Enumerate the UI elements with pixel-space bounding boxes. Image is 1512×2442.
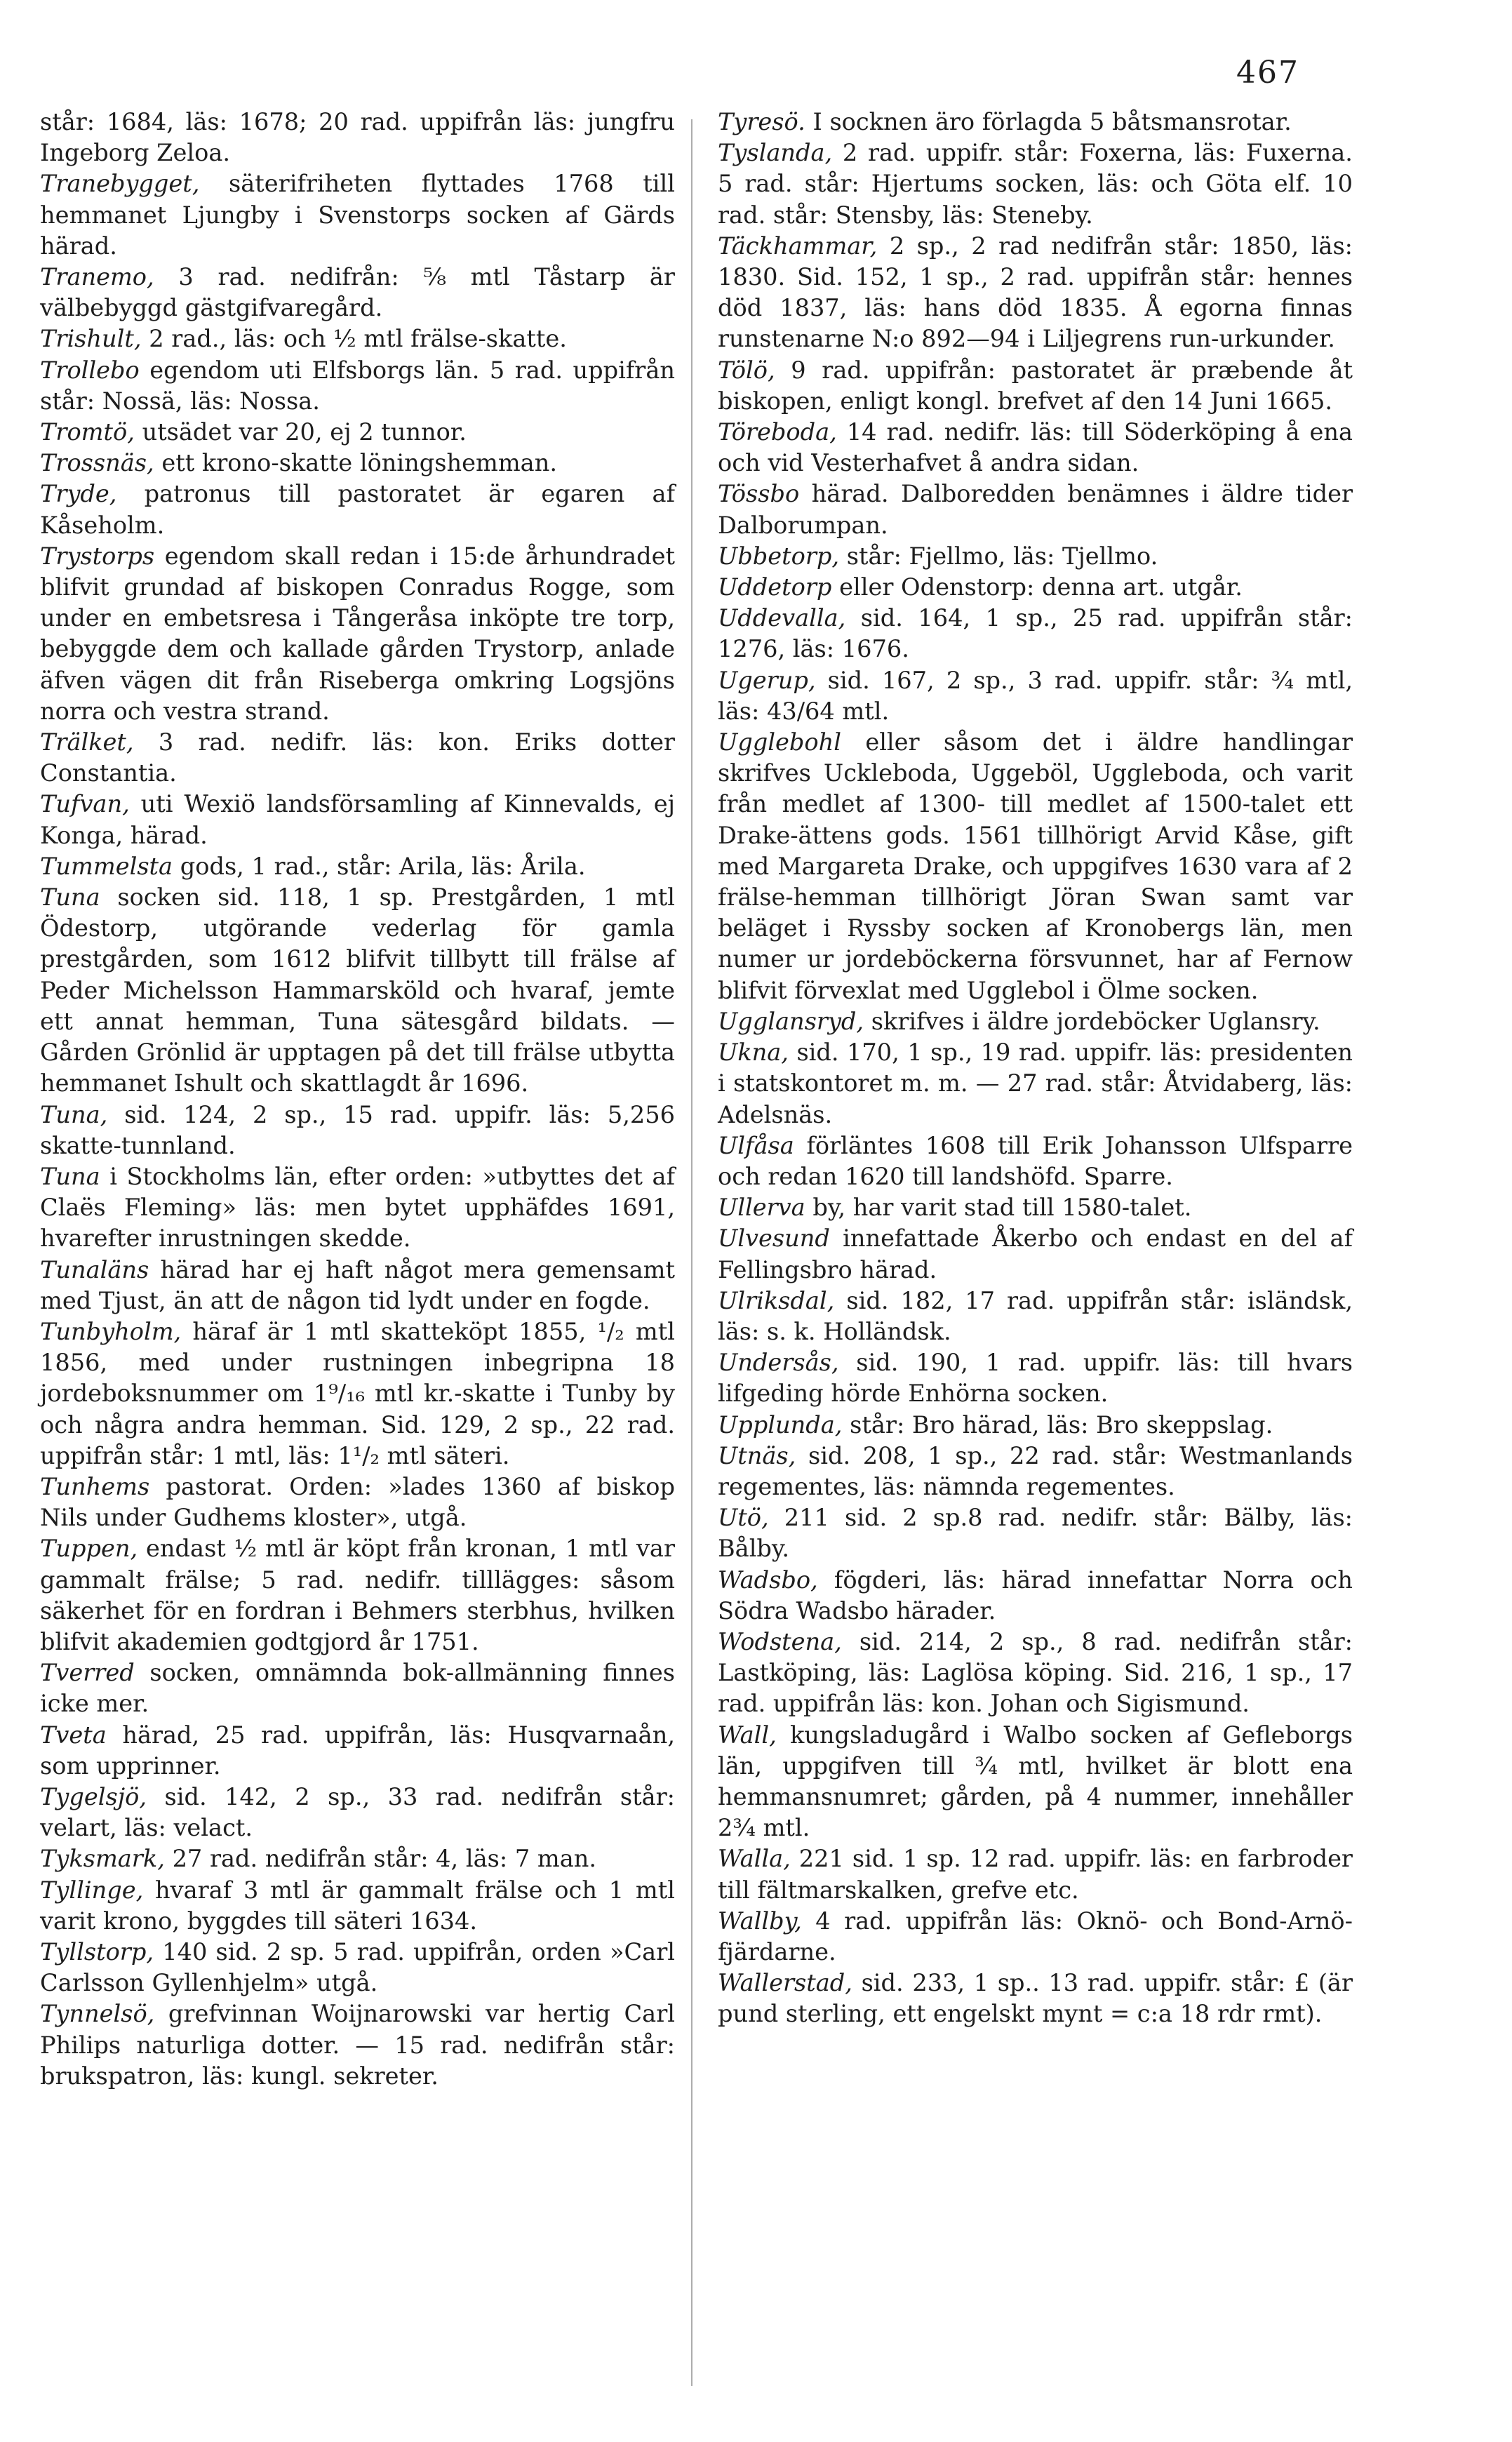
index-entry	[718, 1502, 1353, 1564]
index-entry	[40, 1161, 675, 1255]
entry-term: Wodstena,	[718, 1627, 842, 1655]
entry-term: Tyslanda,	[718, 139, 833, 167]
index-entry	[40, 851, 675, 882]
entry-term: Tössbo	[718, 480, 800, 508]
index-entry	[718, 665, 1353, 727]
entry-term: Undersås,	[718, 1349, 839, 1377]
entry-text: gods, 1 rad., står: Arila, läs: Årila.	[173, 852, 586, 880]
entry-term: Ulfåsa	[718, 1131, 794, 1159]
entry-term: Tyllinge,	[40, 1876, 144, 1904]
index-entry	[718, 1286, 1353, 1347]
entry-text: sid. 167, 2 sp., 3 rad. uppifr. står: ³⁄₄ mtl, läs: 43/64 mtl.	[718, 666, 1353, 725]
entry-text: eller såsom det i äldre handlingar skrifves Uckleboda, Uggeböl, Uggleboda, och varit från medlet af 1300- till medlet af 1500-talet ett Drake-ättens gods. 1561 tillhörigt Arvid Kåse, gift med Margareta Drake, och uppgifves 1630 vara af 2 frälse-hemman tillhörigt Jöran Swan samt var beläget i Ryssby socken af Kronobergs län, men numer ur jordeböckerna försvunnet, har af Fernow blifvit förvexlat med Ugglebol i Ölme socken.	[718, 728, 1353, 1004]
entry-text: står: Fjellmo, läs: Tjellmo.	[839, 542, 1158, 570]
entry-term: Ubbetorp,	[718, 542, 840, 570]
index-entry	[40, 789, 675, 850]
entry-text: 27 rad. nedifrån står: 4, läs: 7 man.	[164, 1845, 597, 1873]
entry-term: Tufvan,	[40, 790, 130, 818]
entry-text: innefattade Åkerbo och endast en del af Fellingsbro härad.	[718, 1225, 1353, 1283]
index-entry	[40, 882, 675, 1099]
entry-term: Utnäs,	[718, 1441, 796, 1469]
entry-text: grefvinnan Woijnarowski var hertig Carl Philips naturliga dotter. — 15 rad. nedifrån står: brukspatron, läs: kungl. sekreter.	[40, 2000, 675, 2090]
entry-term: Upplunda,	[718, 1410, 843, 1439]
entry-term: Wallby,	[718, 1907, 802, 1935]
entry-term: Wall,	[718, 1721, 777, 1749]
entry-text: hvaraf 3 mtl är gammalt frälse och 1 mtl varit krono, byggdes till säteri 1634.	[40, 1876, 675, 1935]
index-entry	[40, 417, 675, 448]
entry-text: förläntes 1608 till Erik Johansson Ulfsparre och redan 1620 till landshöfd. Sparre.	[718, 1131, 1353, 1190]
index-entry	[718, 1006, 1353, 1037]
index-entry	[718, 1441, 1353, 1502]
index-entry	[40, 541, 675, 727]
index-entry	[718, 1347, 1353, 1409]
index-entry	[40, 1843, 675, 1874]
entry-text: står: Bro härad, läs: Bro skeppslag.	[842, 1410, 1273, 1439]
entry-text: härad, 25 rad. uppifrån, läs: Husqvarnaån, som upprinner.	[40, 1721, 675, 1780]
entry-text: sid. 208, 1 sp., 22 rad. står: Westmanlands regementes, läs: nämnda regementes.	[718, 1441, 1353, 1500]
entry-text: sid. 182, 17 rad. uppifrån står: isländsk, läs: s. k. Holländsk.	[718, 1286, 1353, 1345]
entry-term: Trystorps	[40, 542, 155, 570]
index-entry	[718, 572, 1353, 603]
entry-term: Tynnelsö,	[40, 2000, 155, 2028]
entry-text: ett krono-skatte löningshemman.	[154, 449, 557, 477]
entry-term: Tyksmark,	[40, 1845, 165, 1873]
index-entry	[40, 1255, 675, 1316]
entry-text: härad har ej haft något mera gemensamt med Tjust, än att de någon tid lydt under en fogde.	[40, 1255, 675, 1314]
index-entry	[40, 1937, 675, 1999]
entry-text: sid. 142, 2 sp., 33 rad. nedifrån står: velart, läs: velact.	[40, 1782, 675, 1842]
entry-text: 221 sid. 1 sp. 12 rad. uppifr. läs: en farbroder till fältmarskalken, grefve etc.	[718, 1845, 1353, 1904]
entry-term: Tunhems	[40, 1472, 150, 1500]
index-entry	[40, 1999, 675, 2092]
index-entry	[718, 1037, 1353, 1130]
entry-term: Tranebygget,	[40, 170, 200, 198]
index-entry	[718, 479, 1353, 540]
entry-term: Uddevalla,	[718, 604, 846, 632]
entry-text: sid. 164, 1 sp., 25 rad. uppifrån står: 1276, läs: 1676.	[718, 604, 1353, 663]
entry-text: 2 rad. uppifr. står: Foxerna, läs: Fuxerna. 5 rad. står: Hjertums socken, läs: och Göta elf. 10 rad. står: Stensby, läs: Steneby.	[718, 139, 1353, 229]
column-divider	[691, 119, 693, 2386]
entry-term: Ugerup,	[718, 666, 816, 694]
entry-term: Tranemo,	[40, 263, 154, 291]
entry-text: by, har varit stad till 1580-talet.	[805, 1194, 1192, 1222]
entry-text: eller Odenstorp: denna art. utgår.	[831, 573, 1243, 601]
index-entry	[718, 1192, 1353, 1223]
index-entry	[40, 1657, 675, 1719]
entry-text: fögderi, läs: härad innefattar Norra och Södra Wadsbo härader.	[718, 1566, 1353, 1624]
index-entry	[40, 479, 675, 540]
entry-term: Täckhammar,	[718, 232, 878, 260]
entry-term: Walla,	[718, 1845, 791, 1873]
entry-term: Tölö,	[718, 356, 775, 384]
index-entry	[40, 262, 675, 323]
entry-text: sid. 170, 1 sp., 19 rad. uppifr. läs: presidenten i statskontoret m. m. — 27 rad. står: Åtvidaberg, läs: Adelsnäs.	[718, 1039, 1353, 1128]
index-entry	[718, 1968, 1353, 2029]
index-entry	[40, 448, 675, 479]
entry-text: sid. 124, 2 sp., 15 rad. uppifr. läs: 5,256 skatte-tunnland.	[40, 1100, 675, 1159]
entry-term: Wallerstad,	[718, 1969, 852, 1997]
entry-text: häraf är 1 mtl skatteköpt 1855, ¹/₂ mtl 1856, med under rustningen inbegripna 18 jordeboksnummer om 1⁹/₁₆ mtl kr.-skatte i Tunby by och några andra hemman. Sid. 129, 2 sp., 22 rad. uppifrån står: 1 mtl, läs: 1¹/₂ mtl säteri.	[40, 1317, 675, 1469]
index-entry	[718, 107, 1353, 138]
entry-text: socken, omnämnda bok-allmänning finnes icke mer.	[40, 1659, 675, 1718]
index-entry	[718, 1223, 1353, 1285]
index-entry	[40, 727, 675, 789]
entry-text: socken sid. 118, 1 sp. Prestgården, 1 mtl Ödestorp, utgörande vederlag för gamla prestgården, som 1612 blifvit tillbytt till frälse af Peder Michelsson Hammarsköld och hvaraf, jemte ett annat hemman, Tuna sätesgård bildats. — Gården Grönlid är upptagen på det till frälse utbytta hemmanet Ishult och skattlagdt år 1696.	[40, 883, 675, 1097]
column-right	[718, 107, 1353, 2030]
entry-term: Tyresö.	[718, 108, 805, 135]
entry-term: Tverred	[40, 1659, 135, 1687]
entry-text: 4 rad. uppifrån läs: Oknö- och Bond-Arnö-fjärdarne.	[718, 1907, 1353, 1966]
entry-term: Ugglebohl	[718, 728, 841, 756]
index-entry	[718, 1627, 1353, 1720]
index-entry	[718, 355, 1353, 417]
entry-term: Tuna,	[40, 1100, 108, 1128]
entry-term: Tuna	[40, 1162, 100, 1190]
entry-text: endast ¹⁄₂ mtl är köpt från kronan, 1 mtl var gammalt frälse; 5 rad. nedifr. tilllägges: såsom säkerhet för en fordran i Behmers sterbhus, hvilken blifvit akademien godtgjord år 1751.	[40, 1535, 675, 1655]
entry-term: Ukna,	[718, 1039, 789, 1067]
entry-term: Tuppen,	[40, 1535, 138, 1563]
index-entry	[718, 417, 1353, 479]
index-entry	[718, 727, 1353, 1006]
entry-text: 3 rad. nedifr. läs: kon. Eriks dotter Constantia.	[40, 728, 675, 787]
entry-text: patronus till pastoratet är egaren af Kåseholm.	[40, 480, 675, 539]
index-entry	[718, 1843, 1353, 1905]
entry-term: Trishult,	[40, 325, 142, 353]
column-left	[40, 107, 675, 2092]
index-entry	[718, 1130, 1353, 1192]
index-entry	[40, 323, 675, 354]
index-entry	[718, 1906, 1353, 1968]
index-entry	[718, 541, 1353, 572]
index-entry	[718, 1565, 1353, 1627]
entry-text: säterifriheten flyttades 1768 till hemmanet Ljungby i Svenstorps socken af Gärds härad.	[40, 170, 675, 260]
entry-text: står: 1684, läs: 1678; 20 rad. uppifrån läs: jungfru Ingeborg Zeloa.	[40, 108, 675, 167]
index-entry	[718, 138, 1353, 231]
entry-text: i Stockholms län, efter orden: »utbyttes det af Claës Fleming» läs: men bytet upphäfdes 1691, hvarefter inrustningen skedde.	[40, 1162, 675, 1253]
index-entry	[40, 1472, 675, 1533]
entry-text: 14 rad. nedifr. läs: till Söderköping å ena och vid Vesterhafvet å andra sidan.	[718, 418, 1353, 477]
entry-term: Ullerva	[718, 1194, 805, 1222]
entry-term: Ulriksdal,	[718, 1286, 835, 1314]
entry-text: egendom skall redan i 15:de århundradet blifvit grundad af biskopen Conradus Rogge, som under en embetsresa i Tångeråsa inköpte tre torp, bebyggde dem och kallade gården Trystorp, anlade äfven vägen dit från Riseberga omkring Logsjöns norra och vestra strand.	[40, 542, 675, 725]
entry-text: sid. 214, 2 sp., 8 rad. nedifrån står: Lastköping, läs: Laglösa köping. Sid. 216, 1 sp., 17 rad. uppifrån läs: kon. Johan och Sigismund.	[718, 1627, 1353, 1718]
entry-text: kungsladugård i Walbo socken af Gefleborgs län, uppgifven till ³⁄₄ mtl, hvilket är blott ena hemmansnumret; gården, på 4 nummer, innehåller 2³⁄₄ mtl.	[718, 1721, 1353, 1842]
index-entry	[40, 168, 675, 262]
entry-text: härad. Dalboredden benämnes i äldre tider Dalborumpan.	[718, 480, 1353, 539]
index-entry	[40, 107, 675, 168]
entry-text: sid. 190, 1 rad. uppifr. läs: till hvars lifgeding hörde Enhörna socken.	[718, 1349, 1353, 1408]
entry-text: sid. 233, 1 sp.. 13 rad. uppifr. står: £ (är pund sterling, ett engelskt mynt = c:a 18 rdr rmt).	[718, 1969, 1353, 2028]
index-entry	[40, 1720, 675, 1782]
entry-text: pastorat. Orden: »lades 1360 af biskop Nils under Gudhems kloster», utgå.	[40, 1472, 675, 1532]
entry-term: Tummelsta	[40, 852, 173, 880]
index-entry	[40, 1533, 675, 1657]
entry-text: 2 sp., 2 rad nedifrån står: 1850, läs: 1830. Sid. 152, 1 sp., 2 rad. uppifrån står: hennes död 1837, läs: hans död 1835. Å egorna finnas runstenarne N:o 892—94 i Liljegrens run-urkunder.	[718, 232, 1353, 353]
index-entry	[718, 1410, 1353, 1441]
entry-term: Tromtö,	[40, 418, 135, 446]
entry-text: I socknen äro förlagda 5 båtsmansrotar.	[805, 108, 1292, 135]
entry-text: skrifves i äldre jordeböcker Uglansry.	[864, 1007, 1320, 1035]
entry-text: 140 sid. 2 sp. 5 rad. uppifrån, orden »Carl Carlsson Gyllenhjelm» utgå.	[40, 1937, 675, 1997]
entry-term: Tunaläns	[40, 1255, 149, 1283]
entry-term: Tuna	[40, 883, 100, 912]
entry-term: Trälket,	[40, 728, 134, 756]
index-entry	[40, 1782, 675, 1843]
entry-term: Tryde,	[40, 480, 117, 508]
entry-term: Ugglansryd,	[718, 1007, 864, 1035]
entry-text: egendom uti Elfsborgs län. 5 rad. uppifrån står: Nossä, läs: Nossa.	[40, 356, 675, 415]
entry-term: Tunbyholm,	[40, 1317, 182, 1345]
entry-term: Trossnäs,	[40, 449, 154, 477]
entry-term: Tygelsjö,	[40, 1782, 147, 1810]
entry-term: Trollebo	[40, 356, 140, 384]
entry-text: uti Wexiö landsförsamling af Kinnevalds, ej Konga, härad.	[40, 790, 675, 849]
entry-text: 211 sid. 2 sp.8 rad. nedifr. står: Bälby, läs: Bålby.	[718, 1504, 1353, 1563]
entry-text: 3 rad. nedifrån: ⁵⁄₈ mtl Tåstarp är välbebyggd gästgifvaregård.	[40, 263, 675, 322]
entry-text: utsädet var 20, ej 2 tunnor.	[134, 418, 467, 446]
index-entry	[718, 603, 1353, 665]
entry-term: Töreboda,	[718, 418, 837, 446]
index-entry	[40, 1875, 675, 1937]
index-entry	[40, 355, 675, 417]
entry-term: Tyllstorp,	[40, 1937, 154, 1966]
entry-text: 9 rad. uppifrån: pastoratet är præbende åt biskopen, enligt kongl. brefvet af den 14 Juni 1665.	[718, 356, 1353, 415]
entry-term: Uddetorp	[718, 573, 832, 601]
index-entry	[718, 231, 1353, 355]
index-entry	[718, 1720, 1353, 1844]
entry-text: 2 rad., läs: och ¹⁄₂ mtl frälse-skatte.	[141, 325, 567, 353]
entry-term: Tveta	[40, 1721, 107, 1749]
entry-term: Ulvesund	[718, 1225, 830, 1253]
index-entry	[40, 1316, 675, 1472]
entry-term: Utö,	[718, 1504, 769, 1532]
page-number: 467	[1236, 55, 1299, 91]
entry-term: Wadsbo,	[718, 1566, 818, 1594]
index-entry	[40, 1100, 675, 1161]
